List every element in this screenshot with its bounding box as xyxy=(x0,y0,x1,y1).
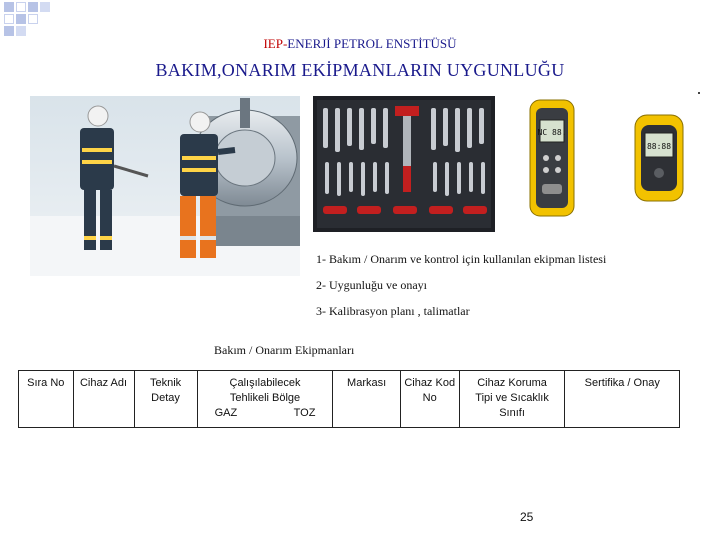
meter1-display: NC 88. xyxy=(537,128,567,137)
column-header-code-no: Cihaz Kod No xyxy=(400,371,459,428)
column-header-hazard-zone xyxy=(197,371,333,428)
column-header-protection-type: Cihaz Koruma Tipi ve Sıcaklık Sınıfı xyxy=(459,371,565,428)
page-number: 25 xyxy=(520,510,534,524)
zone-dust-label: TOZ xyxy=(293,407,316,419)
column-header-no: Sıra No xyxy=(19,371,74,428)
decorative-dot xyxy=(698,92,700,94)
institute-name: IEP-ENERJİ PETROL ENSTİTÜSÜ xyxy=(263,36,457,51)
list-item: 3- Kalibrasyon planı , talimatlar xyxy=(316,304,470,318)
workers-photo xyxy=(30,96,300,276)
list-item: 2- Uygunluğu ve onayı xyxy=(316,278,427,292)
meter-device-1 xyxy=(528,98,576,218)
table-header-row xyxy=(19,371,680,428)
decorative-squares xyxy=(0,0,60,40)
column-header-technical-detail: Teknik Detay xyxy=(134,371,197,428)
zone-gas-label: GAZ xyxy=(214,407,238,419)
hazard-zone-label: Çalışılabilecek Tehlikeli Bölge xyxy=(229,377,301,404)
column-header-device-name: Cihaz Adı xyxy=(73,371,134,428)
column-header-certificate: Sertifika / Onay xyxy=(565,371,680,428)
list-item: 1- Bakım / Onarım ve kontrol için kullanılan ekipman listesi xyxy=(316,252,607,266)
meter-device-2 xyxy=(633,113,685,203)
meter2-display: 88:88 xyxy=(646,142,672,151)
column-header-brand: Markası xyxy=(333,371,400,428)
page-title: BAKIM,ONARIM EKİPMANLARIN UYGUNLUĞU xyxy=(155,60,565,80)
equipment-table xyxy=(18,370,680,428)
tool-board-photo xyxy=(313,96,495,232)
table-title: Bakım / Onarım Ekipmanları xyxy=(214,343,355,357)
